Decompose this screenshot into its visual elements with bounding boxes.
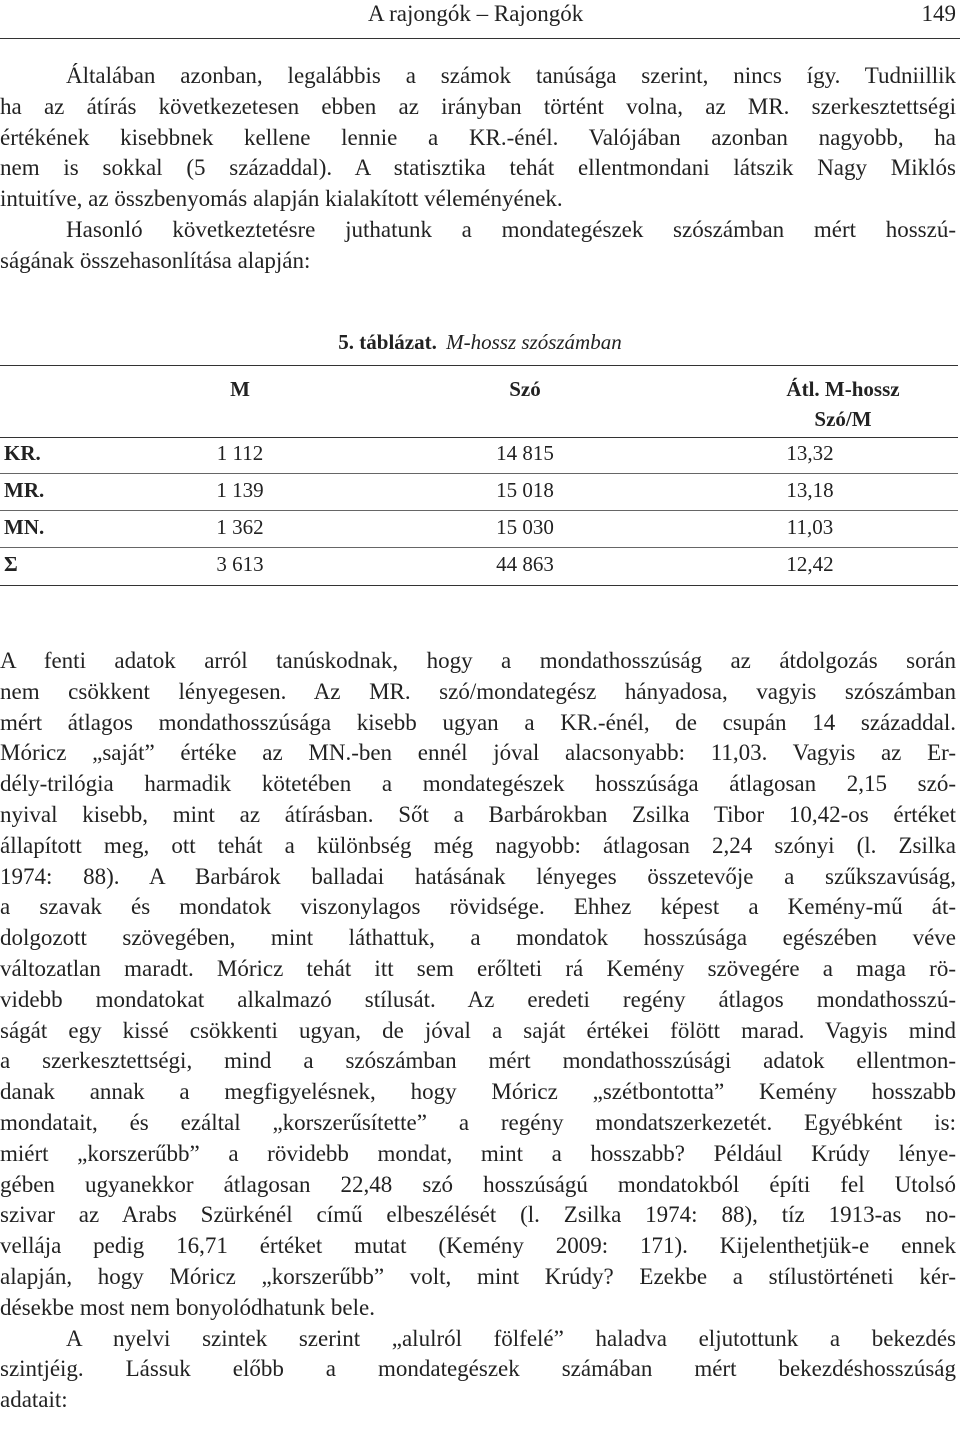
text-line: nyival kisebb, mint az átírásban. Sőt a Barbárokban Zsilka Tibor 10,42-os értéket <box>0 801 956 827</box>
text-line: désekbe most nem bonyolódhatunk bele. <box>0 1294 375 1320</box>
text-line: változatlan maradt. Móricz tehát itt sem erőlteti rá Kemény szövegére a maga rö- <box>0 955 956 981</box>
table-row <box>0 548 958 585</box>
page-number: 149 <box>921 1 956 26</box>
text-line: dolgozott szövegében, mint láthattuk, a mondatok hosszúsága egészében véve <box>0 925 956 951</box>
text-line: Móricz „saját” értéke az MN.-ben ennél jóval alacsonyabb: 11,03. Vagyis az Er- <box>0 740 956 766</box>
table-row <box>0 511 958 548</box>
cell-szo: 44 863 <box>496 552 554 576</box>
text-line: állapított meg, ott tehát a különbség még nagyobb: átlagosan 2,24 szónyi (l. Zsilka <box>0 832 956 858</box>
text-line: vellája pedig 16,71 értéket mutat (Kemény 2009: 171). Kijelenthetjük-e ennek <box>0 1233 956 1259</box>
cell-szo: 15 030 <box>496 515 554 539</box>
text-line: a szerkesztettségi, mind a szószámban mért mondathosszúsági adatok ellentmon- <box>0 1048 956 1074</box>
column-header-average-line1: Átl. M-hossz <box>786 377 900 401</box>
text-line: szivar az Arabs Szürkénél című elbeszélését (l. Zsilka 1974: 88), tíz 1913-as no- <box>0 1202 956 1228</box>
text-line: Hasonló következtetésre juthatunk a mondategészek szószámban mért hosszú- <box>66 216 956 242</box>
table-title: M-hossz szószámban <box>446 330 622 354</box>
cell-m: 1 362 <box>216 515 264 539</box>
table-row <box>0 474 958 511</box>
cell-average: 13,18 <box>786 478 834 502</box>
text-line: adatait: <box>0 1387 68 1413</box>
column-header-average-line2: Szó/M <box>814 407 872 431</box>
cell-m: 1 139 <box>216 478 264 502</box>
cell-m: 1 112 <box>216 441 264 465</box>
row-label: MR. <box>4 478 45 502</box>
text-line: alapján, hogy Móricz „korszerűbb” volt, mint Krúdy? Ezekbe a stílustörténeti kér- <box>0 1263 956 1289</box>
header-rule <box>0 38 960 39</box>
text-line: videbb mondatokat alkalmazó stílusát. Az eredeti regény átlagos mondathosszú- <box>0 986 956 1012</box>
text-line: A nyelvi szintek szerint „alulról fölfelé” haladva eljutottunk a bekezdés <box>66 1325 956 1351</box>
text-line: ha az átírás következetesen ebben az irányban történt volna, az MR. szerkesztettségi <box>0 93 956 119</box>
text-line: dély-trilógia harmadik kötetében a mondategészek hosszúsága átlagosan 2,15 szó- <box>0 771 956 797</box>
paragraph-3 <box>0 646 956 1416</box>
row-label: Σ <box>4 552 18 576</box>
row-label: KR. <box>4 441 41 465</box>
text-line: ságát egy kissé csökkenti ugyan, de jóval a saját értékei fölött marad. Vagyis mind <box>0 1017 956 1043</box>
table-number: 5. táblázat. <box>338 330 437 354</box>
text-line: ságának összehasonlítása alapján: <box>0 247 311 273</box>
column-header-szo: Szó <box>509 377 541 401</box>
table-row <box>0 437 958 474</box>
cell-szo: 14 815 <box>496 441 554 465</box>
text-line: miért „korszerűbb” a rövidebb mondat, mint a hosszabb? Például Krúdy lénye- <box>0 1140 956 1166</box>
row-label: MN. <box>4 515 45 539</box>
text-line: értékének kisebbnek kellene lennie a KR.-énél. Valójában azonban nagyobb, ha <box>0 124 956 150</box>
cell-average: 11,03 <box>786 515 834 539</box>
text-line: Általában azonban, legalábbis a számok tanúsága szerint, nincs így. Tudniillik <box>66 63 956 88</box>
cell-average: 12,42 <box>786 552 834 576</box>
text-line: mondatait, és ezáltal „korszerűsítette” a regény mondatszerkezetét. Egyébként is: <box>0 1109 956 1135</box>
text-line: danak annak a megfigyelésnek, hogy Móricz „szétbontotta” Kemény hosszabb <box>0 1079 956 1105</box>
table-bottom-rule <box>0 585 958 586</box>
paragraph-1 <box>0 61 956 277</box>
cell-szo: 15 018 <box>496 478 554 502</box>
text-line: intuitíve, az összbenyomás alapján kialakított véleményének. <box>0 186 563 212</box>
running-head <box>0 0 960 30</box>
text-line: nem csökkent lényegesen. Az MR. szó/mondategész hányadosa, vagyis szószámban <box>0 678 956 704</box>
text-line: A fenti adatok arról tanúskodnak, hogy a mondathosszúság az átdolgozás során <box>0 648 956 673</box>
text-line: gében ugyanekkor átlagosan 22,48 szó hosszúságú mondatokból építi fel Utolsó <box>0 1171 956 1197</box>
table-caption <box>0 330 960 355</box>
text-line: a szavak és mondatok viszonylagos rövidsége. Ehhez képest a Kemény-mű át- <box>0 894 956 920</box>
text-line: nem is sokkal (5 századdal). A statisztika tehát ellentmondani látszik Nagy Miklós <box>0 155 956 181</box>
text-line: mért átlagos mondathosszúsága kisebb ugyan a KR.-énél, de csupán 14 századdal. <box>0 709 956 735</box>
column-header-m: M <box>230 377 250 401</box>
cell-average: 13,32 <box>786 441 834 465</box>
cell-m: 3 613 <box>216 552 264 576</box>
text-line: 1974: 88). A Barbárok balladai hatásának lényeges összetevője a szűkszavúság, <box>0 863 956 889</box>
table-top-rule <box>0 365 958 366</box>
text-line: szintjéig. Lássuk előbb a mondategészek számában mért bekezdéshosszúság <box>0 1356 956 1382</box>
running-title: A rajongók – Rajongók <box>368 1 584 26</box>
column-header-average <box>738 374 948 434</box>
